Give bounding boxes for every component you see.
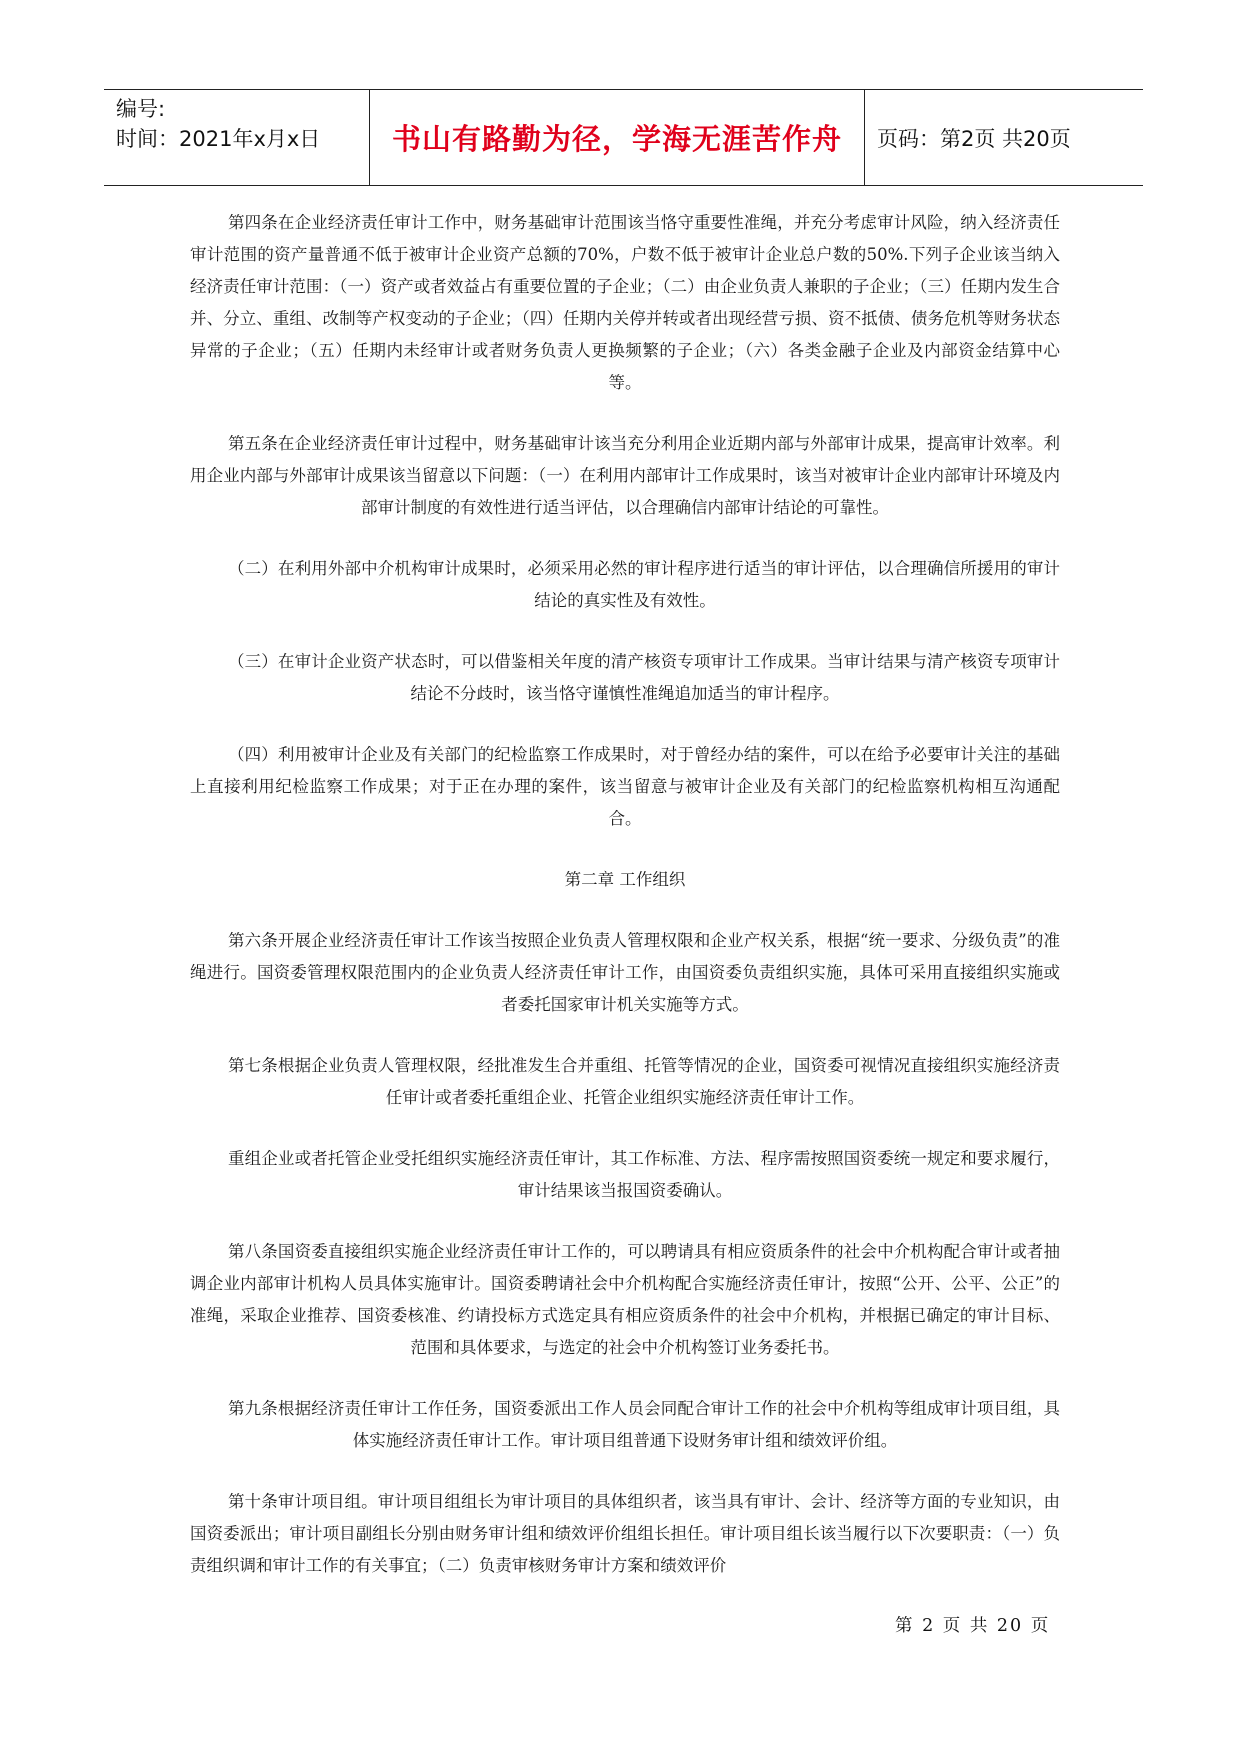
- paragraph-article-10: 第十条审计项目组。审计项目组组长为审计项目的具体组织者，该当具有审计、会计、经济等方面的专业知识，由国资委派出；审计项目副组长分别由财务审计组和绩效评价组组长担任。审计项目组长该当履行以下次要职责：（一）负责组织调和审计工作的有关事宜；（二）负责审核财务审计方案和绩效评价: [190, 1492, 1060, 1575]
- paragraph-reorganized-enterprise: 重组企业或者托管企业受托组织实施经济责任审计，其工作标准、方法、程序需按照国资委统一规定和要求履行，审计结果该当报国资委确认。: [228, 1149, 1060, 1200]
- paragraph-article-9: 第九条根据经济责任审计工作任务，国资委派出工作人员会同配合审计工作的社会中介机构等组成审计项目组，具体实施经济责任审计工作。审计项目组普通下设财务审计组和绩效评价组。: [228, 1399, 1060, 1450]
- paragraph-article-7: 第七条根据企业负责人管理权限，经批准发生合并重组、托管等情况的企业，国资委可视情况直接组织实施经济责任审计或者委托重组企业、托管企业组织实施经济责任审计工作。: [228, 1056, 1060, 1107]
- document-body: [190, 207, 1060, 1611]
- header-motto-cell: [369, 90, 865, 185]
- chapter-title: 第二章 工作组织: [564, 870, 686, 889]
- header-left-cell: [104, 90, 369, 185]
- paragraph-article-5: 第五条在企业经济责任审计过程中，财务基础审计该当充分利用企业近期内部与外部审计成果，提高审计效率。利用企业内部与外部审计成果该当留意以下问题：（一）在利用内部审计工作成果时，该当对被审计企业内部审计环境及内部审计制度的有效性进行适当评估，以合理确信内部审计结论的可靠性。: [190, 434, 1060, 517]
- page-header: [104, 89, 1143, 186]
- paragraph-article-8: 第八条国资委直接组织实施企业经济责任审计工作的，可以聘请具有相应资质条件的社会中介机构配合审计或者抽调企业内部审计机构人员具体实施审计。国资委聘请社会中介机构配合实施经济责任审计，按照“公开、公平、公正”的准绳，采取企业推荐、国资委核准、约请投标方式选定具有相应资质条件的社会中介机构，并根据已确定的审计目标、范围和具体要求，与选定的社会中介机构签订业务委托书。: [190, 1242, 1060, 1357]
- paragraph-article-5-item-2: （二）在利用外部中介机构审计成果时，必须采用必然的审计程序进行适当的审计评估，以合理确信所援用的审计结论的真实性及有效性。: [228, 559, 1060, 610]
- paragraph-article-6: 第六条开展企业经济责任审计工作该当按照企业负责人管理权限和企业产权关系，根据“统一要求、分级负责”的准绳进行。国资委管理权限范围内的企业负责人经济责任审计工作，由国资委负责组织实施，具体可采用直接组织实施或者委托国家审计机关实施等方式。: [190, 931, 1060, 1014]
- document-number-label: 编号:: [116, 97, 166, 121]
- header-motto: 书山有路勤为径，学海无涯苦作舟: [391, 122, 842, 156]
- document-time-label: 时间：2021年x月x日: [116, 127, 321, 151]
- paragraph-article-4: 第四条在企业经济责任审计工作中，财务基础审计范围该当恪守重要性准绳，并充分考虑审计风险，纳入经济责任审计范围的资产量普通不低于被审计企业资产总额的70%，户数不低于被审计企业总户数的50%.下列子企业该当纳入经济责任审计范围：（一）资产或者效益占有重要位置的子企业；（二）由企业负责人兼职的子企业；（三）任期内发生合并、分立、重组、改制等产权变动的子企业；（四）任期内关停并转或者出现经营亏损、资不抵债、债务危机等财务状态异常的子企业；（五）任期内未经审计或者财务负责人更换频繁的子企业；（六）各类金融子企业及内部资金结算中心等。: [190, 213, 1060, 392]
- header-page-code: 页码：第2页 共20页: [877, 126, 1071, 151]
- header-right-cell: [865, 90, 1143, 185]
- page-footer: 第 2 页 共 20 页: [895, 1616, 1051, 1636]
- paragraph-article-5-item-3: （三）在审计企业资产状态时，可以借鉴相关年度的清产核资专项审计工作成果。当审计结果与清产核资专项审计结论不分歧时，该当恪守谨慎性准绳追加适当的审计程序。: [228, 652, 1060, 703]
- paragraph-article-5-item-4: （四）利用被审计企业及有关部门的纪检监察工作成果时，对于曾经办结的案件，可以在给予必要审计关注的基础上直接利用纪检监察工作成果；对于正在办理的案件，该当留意与被审计企业及有关部门的纪检监察机构相互沟通配合。: [190, 745, 1060, 828]
